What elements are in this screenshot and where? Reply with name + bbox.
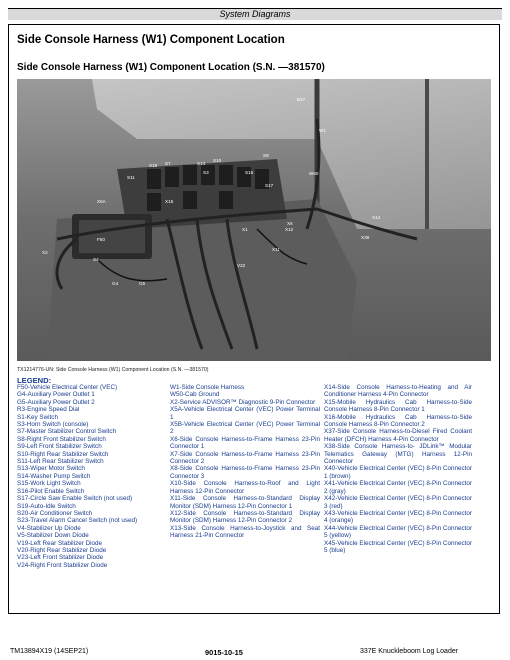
legend-item: V24-Right Front Stabilizer Diode — [17, 561, 108, 569]
subsection-title: Side Console Harness (W1) Component Location (S.N. —381570) — [17, 62, 325, 73]
legend-item: S14-Washer Pump Switch — [17, 472, 91, 480]
footer-doc-id: TM13894X19 (14SEP21) — [10, 648, 89, 655]
legend-item: S9-Left Front Stabilizer Switch — [17, 443, 102, 451]
legend-item: R3-Engine Speed Dial — [17, 406, 80, 414]
legend-item: X8-Side Console Harness-to-Frame Harness 23-Pin Connector 3 — [170, 465, 320, 480]
callout-f50: F50 — [97, 237, 105, 242]
legend-item: X41-Vehicle Electrical Center (VEC) 8-Pin Connector 2 (gray) — [324, 480, 472, 495]
callout-x1: X1 — [242, 227, 248, 232]
callout-s3: S3 — [203, 170, 209, 175]
legend-item: V23-Left Front Stabilizer Diode — [17, 554, 104, 562]
callout-x38: X38 — [361, 235, 370, 240]
legend-item: X12-Side Console Harness-to-Standard Display Monitor (SDM) Harness 12-Pin Connector 2 — [170, 509, 320, 525]
callout-x2: X2 — [42, 250, 48, 255]
callout-x15: X15 — [165, 199, 174, 204]
legend-item: X43-Vehicle Electrical Center (VEC) 8-Pin Connector 4 (orange) — [324, 509, 472, 525]
callout-x11: X11 — [272, 247, 280, 252]
legend-item: S20-Air Conditioner Switch — [17, 509, 93, 517]
callout-s17: S17 — [265, 183, 274, 188]
callout-w1: W1 — [319, 128, 326, 133]
callout-b27: B27 — [297, 97, 306, 102]
header-title: System Diagrams — [219, 9, 291, 19]
callout-x12: X12 — [285, 227, 294, 232]
callout-s10: S10 — [213, 158, 222, 163]
callout-s9: S9 — [263, 153, 269, 158]
legend-item: W50-Cab Ground — [170, 391, 220, 399]
legend-item: S11-Left Rear Stabilizer Switch — [17, 458, 104, 466]
callout-v22: V22 — [237, 263, 246, 268]
legend-item: S16-Pilot Enable Switch — [17, 487, 85, 495]
legend-column-1 — [17, 384, 159, 569]
legend-item: S10-Right Rear Stabilizer Switch — [17, 450, 109, 458]
legend-column-3 — [324, 384, 472, 554]
legend-item: X45-Vehicle Electrical Center (VEC) 8-Pin Connector 5 (blue) — [324, 539, 472, 554]
legend-item: X2-Service ADVISOR™ Diagnostic 9-Pin Connector — [170, 398, 316, 406]
legend-item: X15-Mobile Hydraulics Cab Harness-to-Side Console Harness 8-Pin Connector 1 — [324, 398, 472, 414]
callout-x6: X6 — [287, 221, 293, 226]
legend-item: F50-Vehicle Electrical Center (VEC) — [17, 384, 118, 391]
legend-item: X37-Side Console Harness-to-Diesel Fired Coolant Heater (DFCH) Harness 4-Pin Connector — [324, 428, 472, 443]
legend-item: V19-Left Rear Stabilizer Diode — [17, 539, 103, 547]
legend-item: X5B-Vehicle Electrical Center (VEC) Power Terminal 2 — [170, 421, 320, 436]
harness-photo — [17, 79, 491, 361]
callout-x5a: X5A — [97, 199, 106, 204]
legend-item: S8-Right Front Stabilizer Switch — [17, 435, 106, 443]
legend-item: X10-Side Console Harness-to-Roof and Light Harness 12-Pin Connector — [170, 480, 320, 495]
legend-item: S19-Auto-Idle Switch — [17, 502, 76, 510]
legend-item: S23-Travel Alarm Cancel Switch (not used) — [17, 517, 138, 525]
callout-g5: G5 — [139, 281, 146, 286]
callout-s18: S18 — [149, 163, 158, 168]
footer-model: 337E Knuckleboom Log Loader — [360, 648, 459, 655]
legend-item: X11-Side Console Harness-to-Standard Display Monitor (SDM) Harness 12-Pin Connector 1 — [170, 495, 320, 510]
legend-item: G4-Auxiliary Power Outlet 1 — [17, 391, 95, 399]
callout-w50: W50 — [309, 171, 319, 176]
legend-item: X44-Vehicle Electrical Center (VEC) 8-Pin Connector 5 (yellow) — [324, 524, 472, 540]
legend-item: X5A-Vehicle Electrical Center (VEC) Power Terminal 1 — [170, 406, 320, 421]
harness-photo-svg — [17, 79, 491, 361]
legend-item: X42-Vehicle Electrical Center (VEC) 8-Pin Connector 3 (red) — [324, 495, 472, 510]
callout-s15: S15 — [245, 170, 254, 175]
legend-item: W1-Side Console Harness — [170, 384, 245, 391]
callout-g4: G4 — [112, 281, 119, 286]
legend-item: S3-Horn Switch (console) — [17, 421, 89, 429]
legend-item: S1-Key Switch — [17, 413, 58, 421]
callout-s14: S14 — [197, 161, 206, 166]
legend-item: V20-Right Rear Stabilizer Diode — [17, 546, 107, 554]
legend-item: X13-Side Console Harness-to-Joystick and Seat Harness 21-Pin Connector — [170, 524, 320, 540]
section-title: Side Console Harness (W1) Component Location — [17, 34, 285, 46]
legend-title: LEGEND: — [17, 376, 52, 385]
callout-s7: S7 — [165, 161, 171, 166]
legend-item: X7-Side Console Harness-to-Frame Harness 23-Pin Connector 2 — [170, 450, 320, 466]
legend-item: X14-Side Console Harness-to-Heating and Air Conditioner Harness 4-Pin Connector — [324, 384, 472, 399]
legend-item: S17-Circle Saw Enable Switch (not used) — [17, 495, 133, 503]
legend-item: X6-Side Console Harness-to-Frame Harness 23-Pin Connector 1 — [170, 435, 320, 451]
footer-page-number: 9015-10-15 — [205, 648, 243, 657]
figure-caption: TX1214776-UN: Side Console Harness (W1) Component Location (S.N. —381570) — [17, 367, 209, 373]
callout-s11: S11 — [127, 175, 135, 180]
callout-x14: X14 — [372, 215, 381, 220]
legend-item: X16-Mobile Hydraulics Cab Harness-to-Side Console Harness 8-Pin Connector 2 — [324, 413, 472, 429]
legend-item: V5-Stabilizer Down Diode — [17, 532, 89, 540]
legend-column-2 — [170, 384, 320, 540]
callout-s4: S4 — [93, 257, 99, 262]
legend-item: X40-Vehicle Electrical Center (VEC) 8-Pin Connector 1 (brown) — [324, 465, 472, 480]
legend-item: G5-Auxiliary Power Outlet 2 — [17, 398, 95, 406]
legend-item: S7-Master Stabilizer Control Switch — [17, 428, 117, 436]
legend-item: X38-Side Console Harness-to- JDLink™ Modular Telematics Gateway (MTG) Harness 12-Pin Connector — [324, 443, 472, 466]
legend-item: V4-Stabilizer Up Diode — [17, 524, 81, 532]
legend-item: S13-Wiper Motor Switch — [17, 465, 85, 473]
legend-item: S15-Work Light Switch — [17, 480, 81, 488]
